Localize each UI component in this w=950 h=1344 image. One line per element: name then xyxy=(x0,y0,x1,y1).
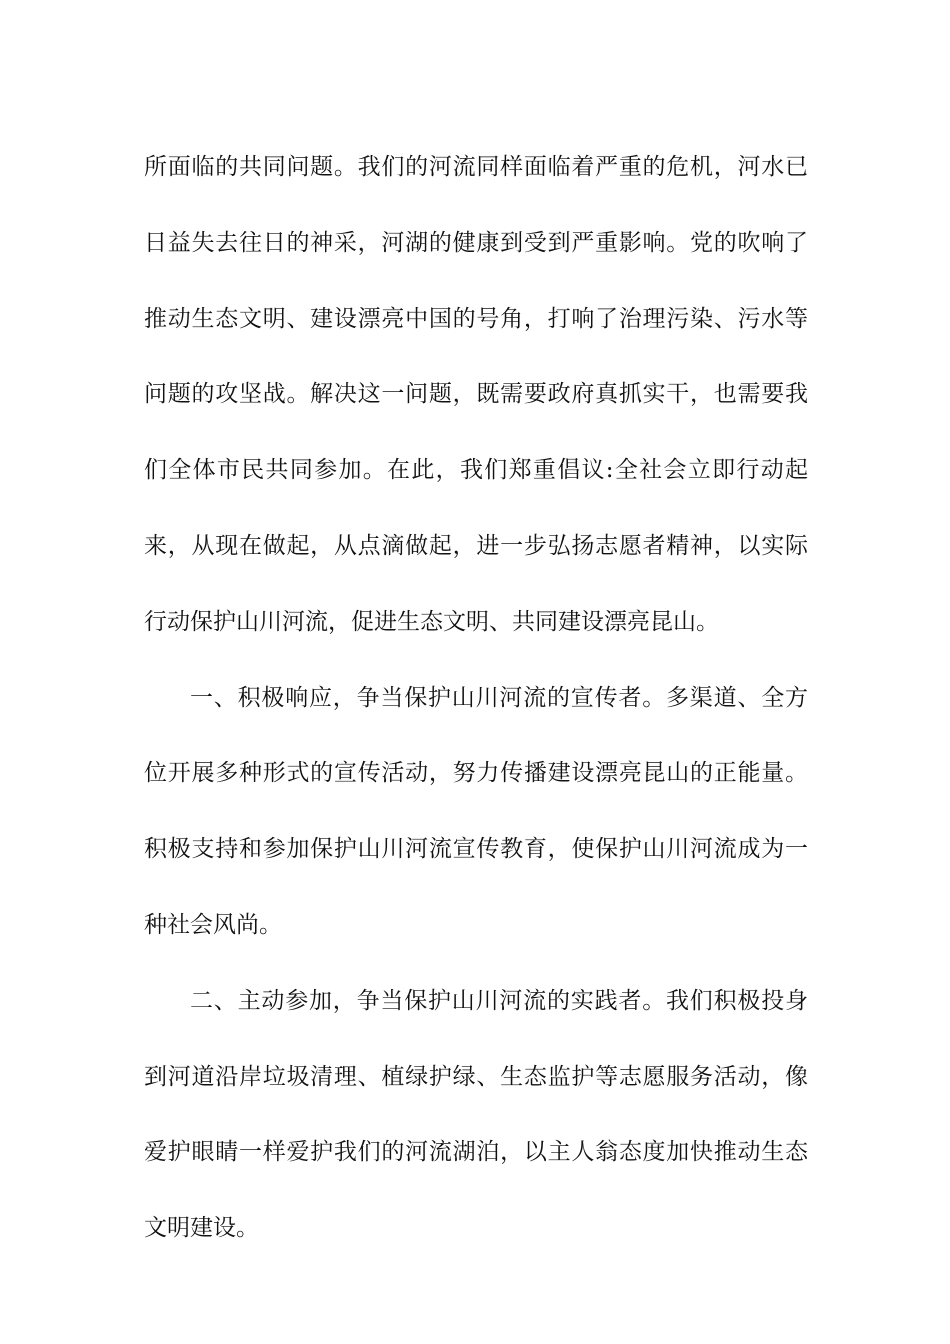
paragraph-point-two: 二、主动参加，争当保护山川河流的实践者。我们积极投身到河道沿岸垃圾清理、植绿护绿、生态监护等志愿服务活动，像爱护眼睛一样爱护我们的河流湖泊，以主人翁态度加快推动生态文明建设。 xyxy=(144,987,808,1242)
paragraph-point-one: 一、积极响应，争当保护山川河流的宣传者。多渠道、全方位开展多种形式的宣传活动，努力传播建设漂亮昆山的正能量。积极支持和参加保护山川河流宣传教育，使保护山川河流成为一种社会风尚。 xyxy=(144,684,808,938)
document-body xyxy=(144,130,808,1267)
paragraph-continuation: 所面临的共同问题。我们的河流同样面临着严重的危机，河水已日益失去往日的神采，河湖的健康到受到严重影响。党的吹响了推动生态文明、建设漂亮中国的号角，打响了治理污染、污水等问题的攻坚战。解决这一问题，既需要政府真抓实干，也需要我们全体市民共同参加。在此，我们郑重倡议:全社会立即行动起来，从现在做起，从点滴做起，进一步弘扬志愿者精神，以实际行动保护山川河流，促进生态文明、共同建设漂亮昆山。 xyxy=(144,154,808,635)
